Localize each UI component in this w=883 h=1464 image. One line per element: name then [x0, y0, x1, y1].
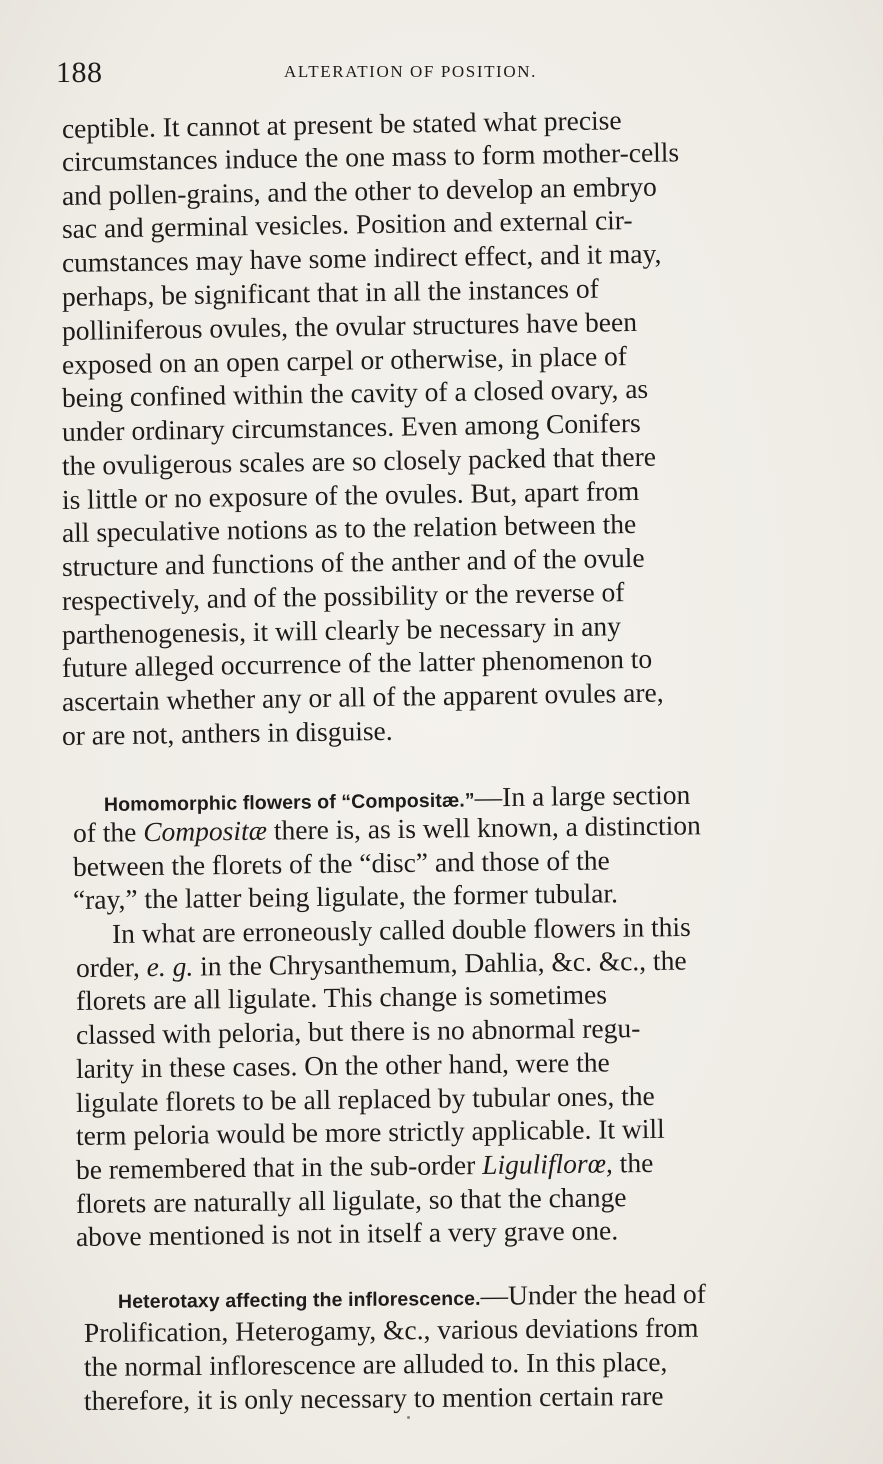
text-line: ascertain whether any or all of the apparent ovules are, [61, 676, 664, 717]
italic-term: Compositæ [143, 814, 268, 848]
text-line: larity in these cases. On the other hand, were the [75, 1046, 610, 1084]
text-line [76, 1147, 654, 1186]
italic-term: Liguliflorœ, [481, 1147, 614, 1181]
text-run: the [612, 1146, 654, 1179]
text-line: exposed on an open carpel or otherwise, in place of [61, 340, 628, 380]
text-line: the normal inflorescence are alluded to. In this place, [83, 1345, 668, 1382]
text-line: “ray,” the latter being ligulate, the former tubular. [72, 877, 619, 915]
text-run: order, [75, 951, 147, 983]
page-number: 188 [56, 56, 103, 89]
text-line: is little or no exposure of the ovules. But, apart from [61, 474, 640, 515]
text-line: future alleged occurrence of the latter phenomenon to [61, 642, 653, 683]
text-line: sac and germinal vesicles. Position and external cir- [61, 204, 633, 244]
text-line: above mentioned is not in itself a very grave one. [75, 1214, 619, 1252]
text-line: the ovuligerous scales are so closely packed that there [61, 440, 657, 481]
text-run: be remembered that in the sub-order [75, 1149, 483, 1185]
text-line [73, 809, 701, 849]
text-line: term peloria would be more strictly applicable. It will [75, 1112, 665, 1151]
section-heading: Homomorphic flowers of “Compositæ.” [103, 789, 475, 816]
text-line: florets are all ligulate. This change is sometimes [75, 978, 608, 1016]
text-line: therefore, it is only necessary to mention certain rare [83, 1379, 664, 1416]
text-line: perhaps, be significant that in all the instances of [61, 272, 599, 312]
heading-continuation: —In a large section [474, 778, 691, 813]
text-line: ligulate florets to be all replaced by tubular ones, the [75, 1079, 655, 1118]
print-speck [407, 1416, 410, 1419]
text-line: polliniferous ovules, the ovular structures have been [61, 305, 638, 346]
text-line: all speculative notions as to the relation between the [61, 507, 637, 548]
section-heading: Heterotaxy affecting the inflorescence. [117, 1287, 481, 1313]
text-line: or are not, anthers in disguise. [61, 714, 393, 751]
text-line: In what are erroneously called double flowers in this [111, 910, 691, 949]
italic-term: e. g. [146, 950, 194, 983]
text-line: cumstances may have some indirect effect, and it may, [61, 237, 662, 278]
text-line: parthenogenesis, it will clearly be necessary in any [61, 610, 622, 650]
text-line: ceptible. It cannot at present be stated what precise [61, 104, 622, 144]
text-line: under ordinary circumstances. Even among Conifers [61, 406, 641, 447]
text-line: structure and functions of the anther and of the ovule [61, 541, 645, 582]
text-run: of the [72, 816, 144, 848]
text-run: there is, as is well known, a distinction [266, 809, 701, 846]
text-line: being confined within the cavity of a closed ovary, as [61, 372, 649, 413]
text-line: and pollen-grains, and the other to develop an embryo [61, 170, 658, 211]
text-line: classed with peloria, but there is no abnormal regu- [75, 1012, 641, 1050]
text-line: florets are naturally all ligulate, so that the change [75, 1181, 627, 1219]
heading-continuation: —Under the head of [480, 1277, 706, 1311]
text-line: between the florets of the “disc” and those of the [72, 844, 610, 882]
text-line: respectively, and of the possibility or the reverse of [61, 576, 625, 616]
text-line: Prolification, Heterogamy, &c., various deviations from [83, 1311, 699, 1348]
text-run: in the Chrysanthemum, Dahlia, &c. &c., the [193, 944, 687, 982]
running-title: ALTERATION OF POSITION. [284, 62, 537, 81]
page-header [56, 56, 856, 96]
text-line: circumstances induce the one mass to form mother-cells [61, 136, 680, 177]
